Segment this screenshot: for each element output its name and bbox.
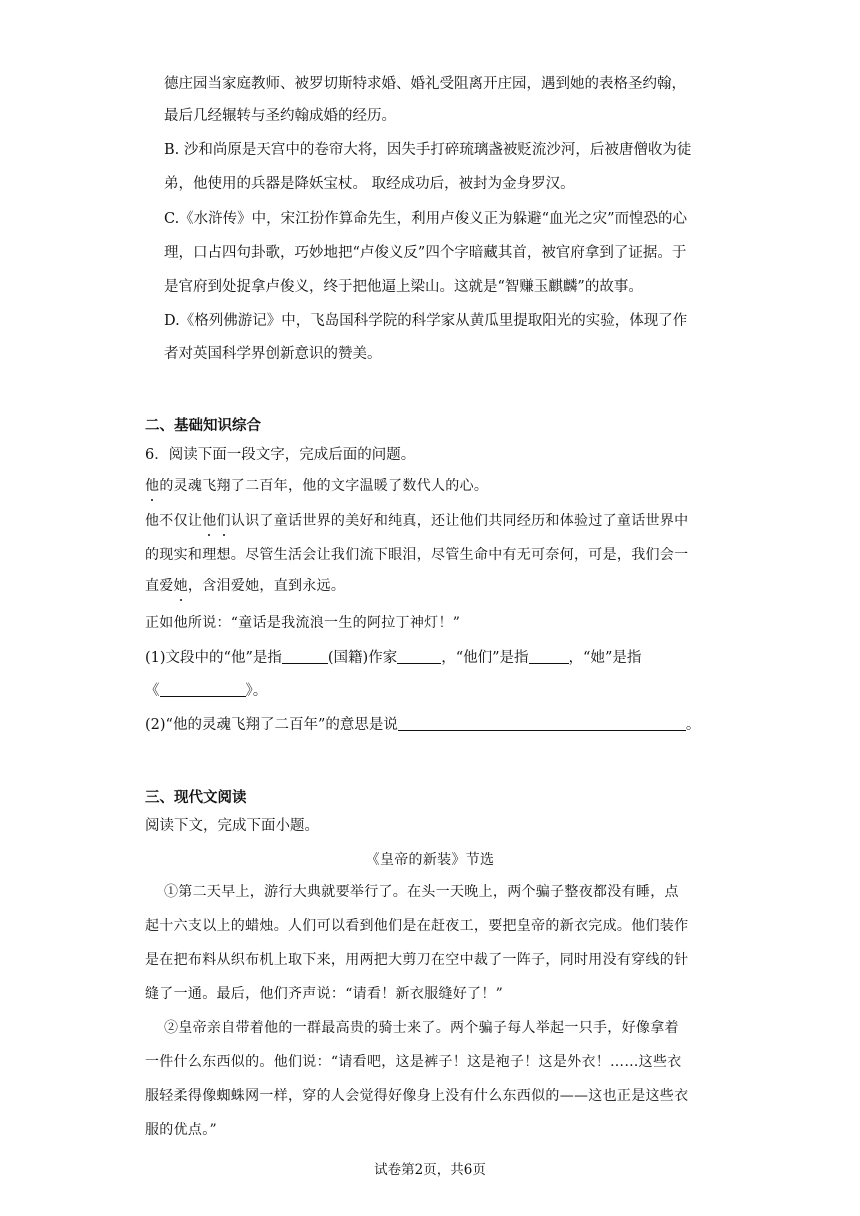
- page-footer: 试卷第2页，共6页: [374, 1162, 486, 1178]
- option-c-line: 是官府到处捉拿卢俊义，终于把他逼上梁山。这就是“智赚玉麒麟”的故事。: [164, 279, 643, 295]
- option-d-line: D.《格列佛游记》中，飞岛国科学院的科学家从黄瓜里提取阳光的实验，体现了作: [164, 313, 688, 329]
- answer-blank[interactable]: [397, 649, 441, 664]
- option-b-line: 弟，他使用的兵器是降妖宝杖。 取经成功后，被封为金身罗汉。: [164, 176, 575, 192]
- passage-text: 直爱: [145, 578, 174, 594]
- subquestion-2: [145, 715, 700, 735]
- subquestion-text: (2)“他的灵魂飞翔了二百年”的意思是说: [145, 717, 398, 733]
- passage-line: [145, 576, 345, 596]
- passage-line: 起十六支以上的蜡烛。人们可以看到他们是在赶夜工，要把皇帝的新衣完成。他们装作: [145, 918, 689, 934]
- reading-instruction: 阅读下文，完成下面小题。: [145, 818, 319, 834]
- subquestion-1-cont: [145, 681, 267, 701]
- answer-blank[interactable]: [160, 682, 246, 697]
- emphasis-char: 们: [216, 513, 231, 529]
- subquestion-text: ，“她”是指: [568, 650, 642, 666]
- passage-line: 缝了一通。最后，他们齐声说：“请看！新衣服缝好了！”: [145, 986, 504, 1002]
- section-heading: 二、基础知识综合: [145, 418, 261, 434]
- passage-line: ①第二天早上，游行大典就要举行了。在头一天晚上，两个骗子整夜都没有睡，点: [164, 884, 679, 900]
- subquestion-text: 《: [145, 683, 160, 699]
- passage-line: 的现实和理想。尽管生活会让我们流下眼泪，尽管生命中有无可奈何，可是，我们会一: [145, 547, 689, 563]
- option-c-line: 理，口占四句卦歌，巧妙地把“卢俊义反”四个字暗藏其首，被官府拿到了证据。于: [164, 245, 687, 261]
- subquestion-text: ，“他们”是指: [441, 650, 529, 666]
- passage-line: 一件什么东西似的。他们说：“请看吧，这是裤子！这是袍子！这是外衣！……这些衣: [145, 1054, 682, 1070]
- passage-line: ②皇帝亲自带着他的一群最高贵的骑士来了。两个骗子每人举起一只手，好像拿着: [164, 1020, 679, 1036]
- emphasis-char: 他: [202, 513, 217, 529]
- option-d-line: 者对英国科学界创新意识的赞美。: [164, 346, 382, 362]
- subquestion-text: (1)文段中的“他”是指: [145, 650, 282, 666]
- option-b-line: B. 沙和尚原是天宫中的卷帘大将，因失手打碎琉璃盏被贬流沙河，后被唐僧收为徒: [164, 142, 692, 158]
- answer-blank[interactable]: [282, 649, 328, 664]
- answer-blank[interactable]: [529, 649, 569, 664]
- option-a-line: 最后几经辗转与圣约翰成婚的经历。: [164, 108, 396, 124]
- question-stem: 6．阅读下面一段文字，完成后面的问题。: [145, 447, 416, 463]
- passage-line: 服的优点。”: [145, 1122, 217, 1138]
- passage-line: [145, 476, 488, 496]
- subquestion-text: (国籍)作家: [327, 650, 398, 666]
- subquestion-text: 》。: [245, 683, 268, 699]
- emphasis-char: 他: [145, 478, 160, 494]
- option-c-line: C.《水浒传》中，宋江扮作算命先生，利用卢俊义正为躲避“血光之灾”而惶恐的心: [164, 211, 688, 227]
- passage-line: 是在把布料从织布机上取下来，用两把大剪刀在空中裁了一阵子，同时用没有穿线的针: [145, 952, 689, 968]
- passage-text: 认识了童话世界的美好和纯真，还让他们共同经历和体验过了童话世界中: [230, 513, 689, 529]
- subquestion-1: [145, 648, 641, 668]
- subquestion-text: 。: [685, 717, 701, 733]
- passage-text: ，含泪爱她，直到永远。: [187, 578, 346, 594]
- answer-blank[interactable]: [398, 716, 686, 731]
- passage-text: 的灵魂飞翔了二百年，他的文字温暖了数代人的心。: [159, 478, 489, 494]
- emphasis-char: 她: [173, 578, 188, 594]
- passage-line: 正如他所说：“童话是我流浪一生的阿拉丁神灯！”: [145, 615, 461, 631]
- passage-line: 服轻柔得像蜘蛛网一样，穿的人会觉得好像身上没有什么东西似的——这也正是这些衣: [145, 1088, 689, 1104]
- section-heading: 三、现代文阅读: [145, 790, 247, 806]
- passage-text: 他不仅让: [145, 513, 203, 529]
- passage-line: [145, 511, 688, 531]
- option-a-line: 德庄园当家庭教师、被罗切斯特求婚、婚礼受阻离开庄园，遇到她的表格圣约翰，: [164, 76, 686, 92]
- passage-title: 《皇帝的新装》节选: [365, 852, 495, 868]
